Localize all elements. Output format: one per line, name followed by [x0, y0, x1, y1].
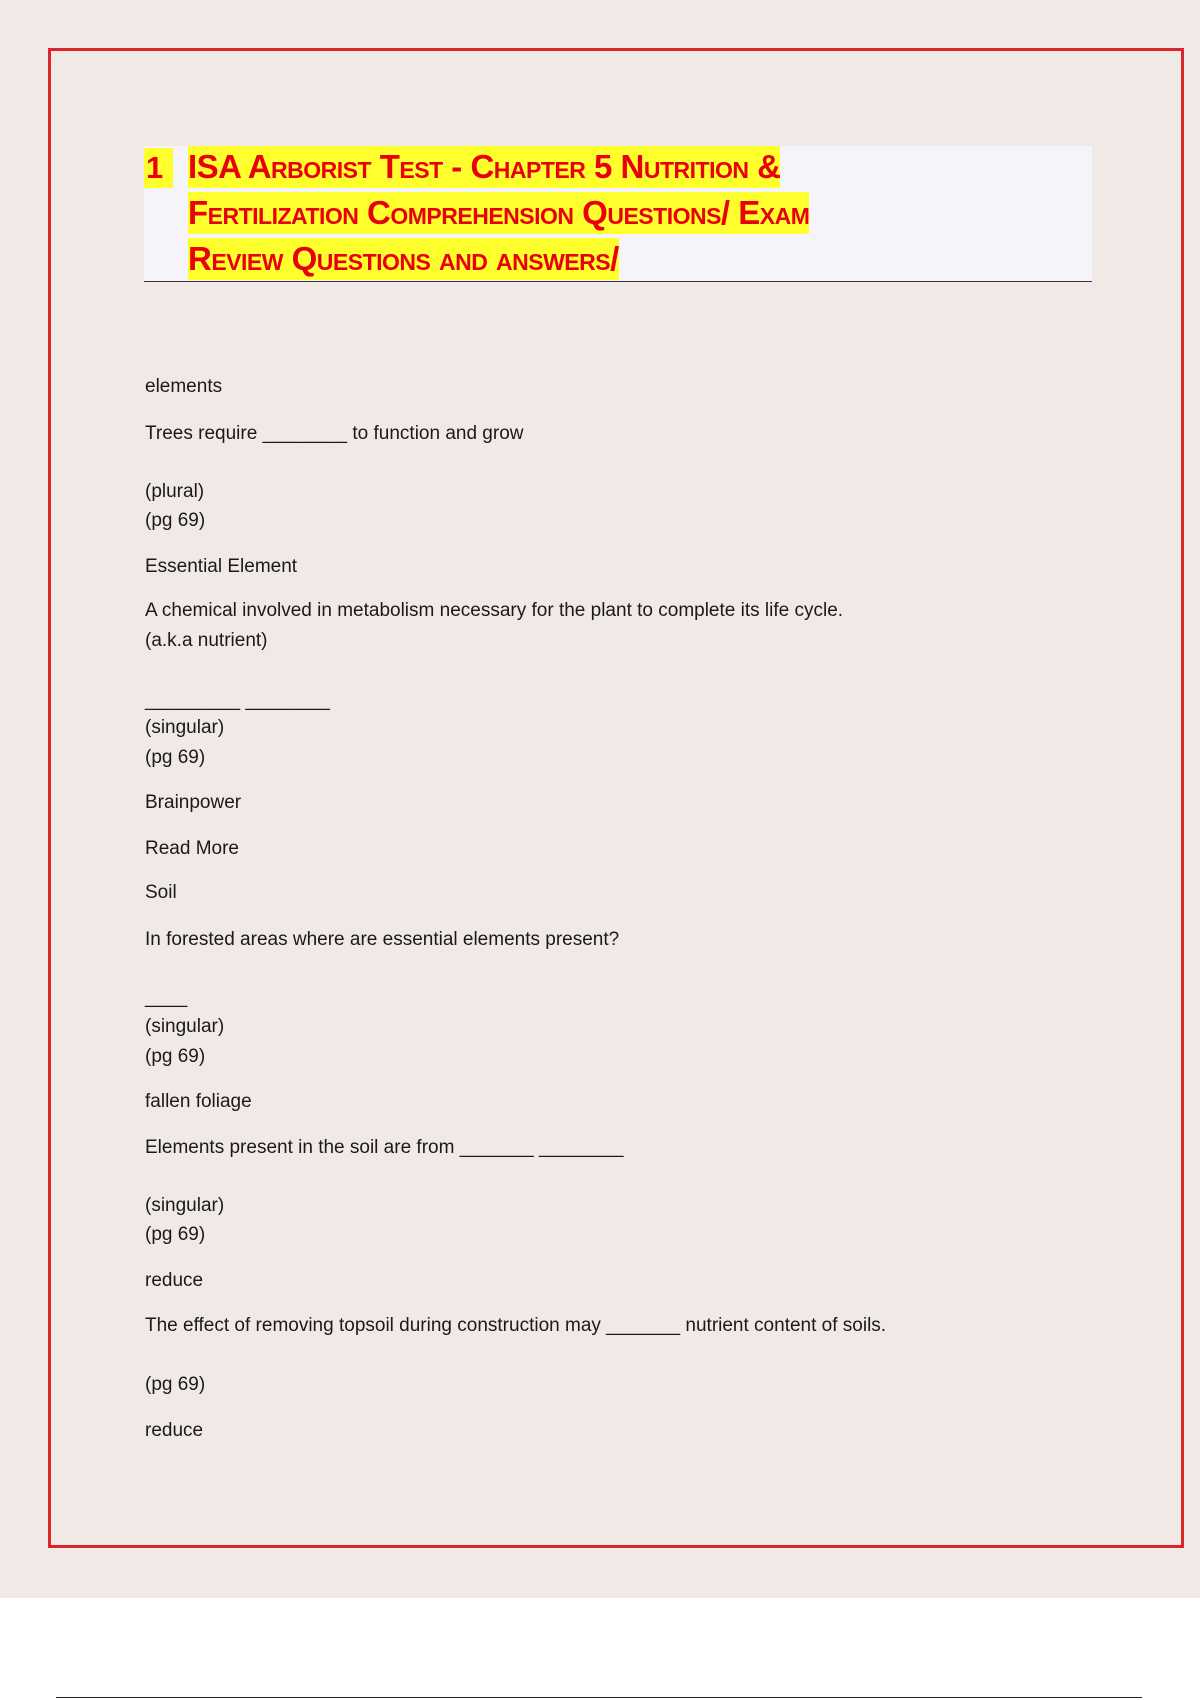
read-more-text: Read More	[145, 838, 239, 859]
answer-text: Soil	[145, 882, 177, 903]
question-text: Elements present in the soil are from _______ ________	[145, 1137, 624, 1158]
page-reference: (pg 69)	[145, 747, 206, 768]
answer-text: Essential Element	[145, 556, 298, 577]
page-reference: (pg 69)	[145, 1224, 206, 1245]
answer-text: Brainpower	[145, 792, 242, 813]
hint-text: (plural)	[145, 481, 205, 502]
hint-text: (singular)	[145, 1016, 225, 1037]
title-line-2: Fertilization Comprehension Questions/ Exam	[188, 192, 809, 234]
blank-line: _________ ________	[145, 690, 330, 711]
answer-text: elements	[145, 376, 223, 397]
answer-text: fallen foliage	[145, 1091, 252, 1112]
question-text: The effect of removing topsoil during construction may _______ nutrient content of soils.	[145, 1315, 887, 1336]
page-reference: (pg 69)	[145, 1374, 206, 1395]
answer-text: reduce	[145, 1420, 204, 1441]
hint-text: (singular)	[145, 1195, 225, 1216]
title-line-1: ISA Arborist Test - Chapter 5 Nutrition &	[188, 146, 780, 188]
question-text: Trees require ________ to function and grow	[145, 423, 524, 444]
question-text: A chemical involved in metabolism necessary for the plant to complete its life cycle.	[145, 600, 844, 621]
question-text: (a.k.a nutrient)	[145, 630, 268, 651]
answer-text: reduce	[145, 1270, 204, 1291]
hint-text: (singular)	[145, 717, 225, 738]
question-text: In forested areas where are essential elements present?	[145, 929, 620, 950]
document-title	[188, 146, 1088, 284]
heading-number: 1	[144, 148, 173, 188]
title-line-3: Review Questions and answers/	[188, 238, 619, 280]
blank-line: ____	[145, 987, 188, 1008]
footer-divider	[56, 1697, 1142, 1698]
page-reference: (pg 69)	[145, 510, 206, 531]
page-reference: (pg 69)	[145, 1046, 206, 1067]
